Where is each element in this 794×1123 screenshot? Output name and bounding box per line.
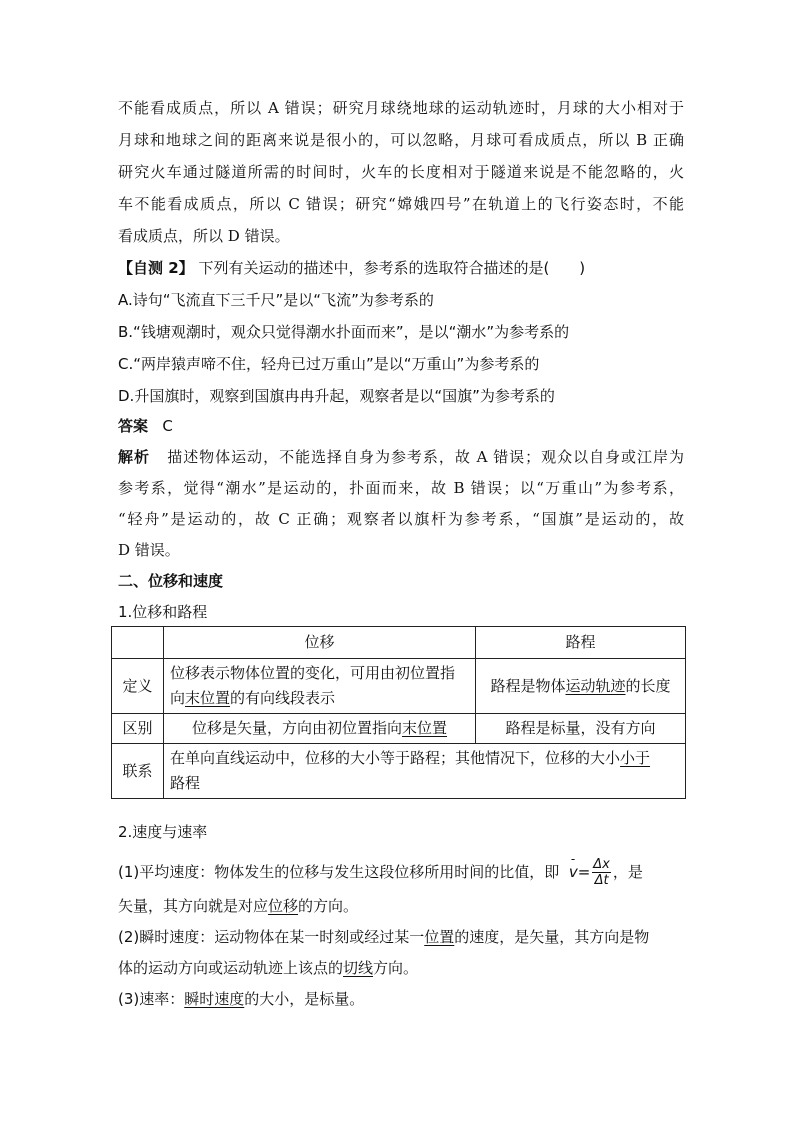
- avg-text-a: (1)平均速度：物体发生的位移与发生这段位移所用时间的比值，即: [118, 863, 560, 881]
- section-heading: 二、位移和速度: [118, 572, 224, 590]
- analysis-line-4: D 错误。: [118, 541, 180, 559]
- answer-value: C: [162, 417, 173, 435]
- relation-text-a: 在单向直线运动中，位移的大小等于路程；其他情况下，位移的大小: [170, 749, 621, 767]
- answer-line: [118, 415, 173, 437]
- relation-text-b: 路程: [170, 774, 201, 792]
- inst-underlined-1: 位置: [424, 928, 455, 946]
- option-a: A.诗句“飞流直下三千尺”是以“飞流”为参考系的: [118, 291, 434, 309]
- relation-underlined: 小于: [620, 749, 651, 767]
- fraction-denominator: Δt: [594, 873, 609, 888]
- diff-disp-text: 位移是矢量，方向由初位置指向: [191, 719, 402, 737]
- question-stem: 下列有关运动的描述中，参考系的选取符合描述的是( ): [198, 259, 586, 277]
- avg-text-b: ，是: [612, 863, 643, 881]
- table-header-blank: [112, 627, 164, 659]
- rate-text-b: 的大小，是标量。: [244, 990, 365, 1008]
- table-header-path: 路程: [476, 627, 686, 659]
- option-b: B.“钱塘观潮时，观众只觉得潮水扑面而来”，是以“潮水”为参考系的: [118, 323, 570, 341]
- intro-line-1: 不能看成质点，所以 A 错误；研究月球绕地球的运动轨迹时，月球的大小相对于: [118, 99, 684, 117]
- analysis-line-1: [118, 446, 684, 468]
- inst-underlined-2: 切线: [343, 959, 374, 977]
- analysis-line-2: 参考系，觉得“潮水”是运动的，扑面而来，故 B 错误；以“万重山”为参考系，: [118, 479, 684, 497]
- table-row-difference: [112, 714, 686, 744]
- subsection-velocity-speed: 2.速度与速率: [118, 823, 208, 841]
- speed-line: [118, 988, 364, 1010]
- displacement-path-table: [111, 626, 686, 799]
- cell-path-definition: [476, 659, 686, 714]
- cell-displacement-difference: [164, 714, 476, 744]
- def-path-text-a: 路程是物体: [490, 676, 566, 695]
- def-disp-text-b: 的有向线段表示: [230, 689, 336, 707]
- avg-fraction: [592, 857, 611, 888]
- question-tag: 【自测 2】: [118, 259, 194, 277]
- def-disp-underlined: 末位置: [185, 689, 231, 707]
- inst-text-d: 方向。: [373, 959, 419, 977]
- subsection-displacement-path: 1.位移和路程: [118, 603, 208, 621]
- cell-relation: [164, 744, 686, 799]
- def-disp-text-a: 位移表示物体位置的变化，可用由初位置指向: [170, 664, 456, 707]
- def-path-underlined: 运动轨迹: [565, 676, 626, 695]
- table-header-row: [112, 627, 686, 659]
- avg-underlined: 位移: [268, 897, 299, 915]
- average-velocity-line-2: [118, 895, 358, 917]
- avg-text-c2: 的方向。: [298, 897, 359, 915]
- intro-line-3: 研究火车通过隧道所需的时间时，火车的长度相对于隧道来说是不能忽略的，火: [118, 163, 684, 181]
- option-c: C.“两岸猿声啼不住，轻舟已过万重山”是以“万重山”为参考系的: [118, 355, 540, 373]
- analysis-line-3: “轻舟”是运动的，故 C 正确；观察者以旗杆为参考系，“国旗”是运动的，故: [118, 510, 684, 528]
- inst-text-b: 的速度，是矢量，其方向是物: [454, 928, 650, 946]
- intro-line-5: 看成质点，所以 D 错误。: [118, 227, 290, 245]
- instant-velocity-line-1: [118, 926, 649, 948]
- average-velocity-line-1: [118, 857, 643, 888]
- instant-velocity-line-2: [118, 957, 418, 979]
- avg-equals: =: [577, 863, 591, 881]
- analysis-text-1: 描述物体运动，不能选择自身为参考系，故 A 错误；观众以自身或江岸为: [167, 448, 684, 466]
- diff-disp-underlined: 末位置: [402, 719, 448, 737]
- intro-line-2: 月球和地球之间的距离来说是很小的，可以忽略，月球可看成质点，所以 B 正确: [118, 131, 684, 149]
- table-row-relation: [112, 744, 686, 799]
- intro-line-4: 车不能看成质点，所以 C 错误；研究“嫦娥四号”在轨道上的飞行姿态时，不能: [118, 195, 684, 213]
- rate-text-a: (3)速率：: [118, 990, 185, 1008]
- question-stem-line: [118, 257, 585, 279]
- row-head-relation: 联系: [112, 744, 164, 799]
- cell-displacement-definition: [164, 659, 476, 714]
- option-d: D.升国旗时，观察到国旗冉冉升起，观察者是以“国旗”为参考系的: [118, 387, 555, 405]
- cell-path-difference: 路程是标量，没有方向: [476, 714, 686, 744]
- table-header-displacement: 位移: [164, 627, 476, 659]
- avg-text-c1: 矢量，其方向就是对应: [118, 897, 269, 915]
- rate-underlined: 瞬时速度: [184, 990, 245, 1008]
- analysis-label: 解析: [118, 448, 150, 466]
- answer-label: 答案: [118, 417, 149, 435]
- inst-text-a: (2)瞬时速度：运动物体在某一时刻或经过某一: [118, 928, 425, 946]
- def-path-text-b: 的长度: [625, 676, 671, 695]
- fraction-numerator: Δx: [593, 857, 610, 872]
- avg-v-bar: - v: [569, 861, 578, 883]
- row-head-difference: 区别: [112, 714, 164, 744]
- table-row-definition: [112, 659, 686, 714]
- row-head-definition: 定义: [112, 659, 164, 714]
- inst-text-c: 体的运动方向或运动轨迹上该点的: [118, 959, 344, 977]
